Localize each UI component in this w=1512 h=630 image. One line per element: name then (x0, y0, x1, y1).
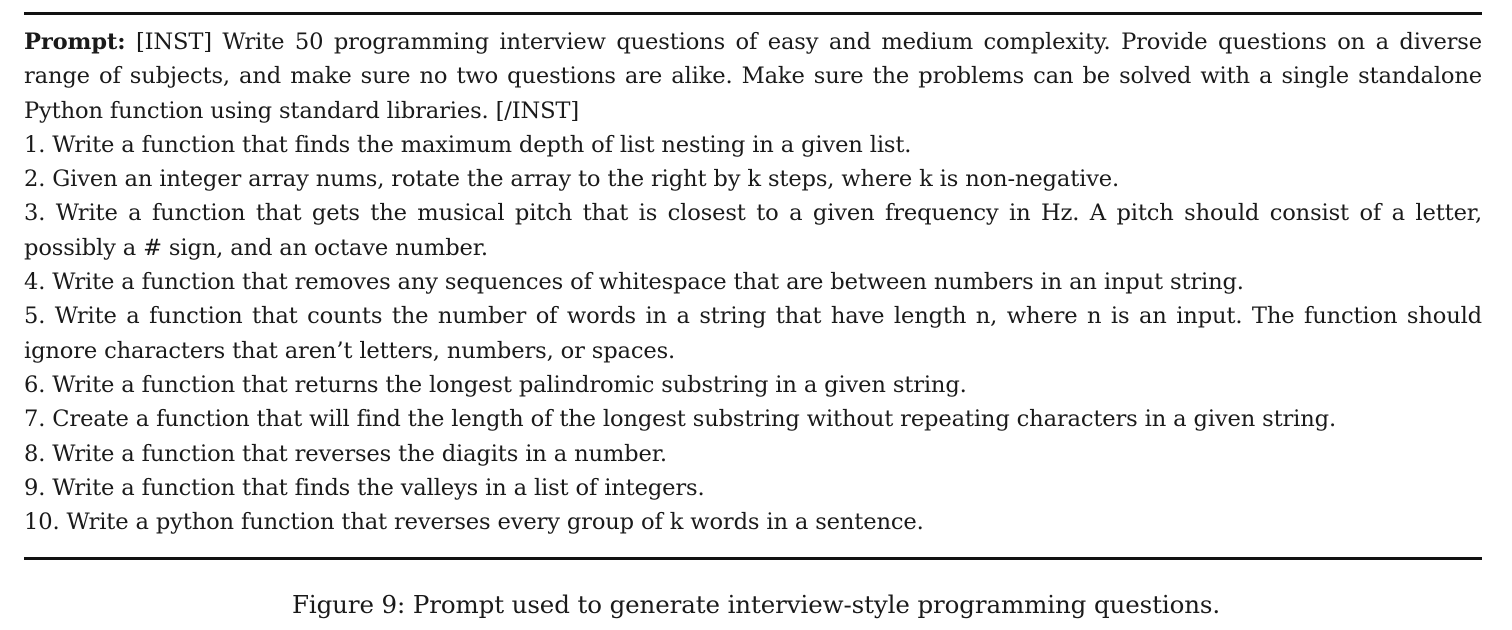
question-item-2: 2. Given an integer array nums, rotate the array to the right by k steps, where k is non-negative. (24, 166, 1120, 193)
question-item-1: 1. Write a function that finds the maximum depth of list nesting in a given list. (24, 131, 912, 158)
bottom-rule (24, 557, 1482, 560)
question-item-8: 8. Write a function that reverses the diagits in a number. (24, 440, 667, 467)
question-item-10: 10. Write a python function that reverses every group of k words in a sentence. (24, 509, 924, 536)
figure-caption: Figure 9: Prompt used to generate interview-style programming questions. (291, 590, 1221, 619)
prompt-label: Prompt: (24, 29, 126, 55)
figure-content (24, 15, 1482, 557)
question-item-7: 7. Create a function that will find the length of the longest substring without repeating characters in a given string. (24, 406, 1337, 433)
figure-box (24, 12, 1482, 560)
question-item-5: 5. Write a function that counts the number of words in a string that have length n, where n is an input. The function should ignore characters that aren’t letters, numbers, or spaces. (24, 303, 1482, 364)
question-item-9: 9. Write a function that finds the valleys in a list of integers. (24, 474, 705, 501)
prompt-paragraph (24, 25, 1482, 128)
prompt-text: [INST] Write 50 programming interview questions of easy and medium complexity. Provide questions on a diverse range of subjects, and make sure no two questions are alike. Make sure the problems can be solved with a single standalone Python function using standard libraries. [/INST] (24, 29, 1482, 124)
question-item-3: 3. Write a function that gets the musical pitch that is closest to a given frequency in Hz. A pitch should consist of a letter, possibly a # sign, and an octave number. (24, 200, 1482, 261)
question-item-6: 6. Write a function that returns the longest palindromic substring in a given string. (24, 371, 967, 398)
question-item-4: 4. Write a function that removes any sequences of whitespace that are between numbers in an input string. (24, 269, 1244, 296)
